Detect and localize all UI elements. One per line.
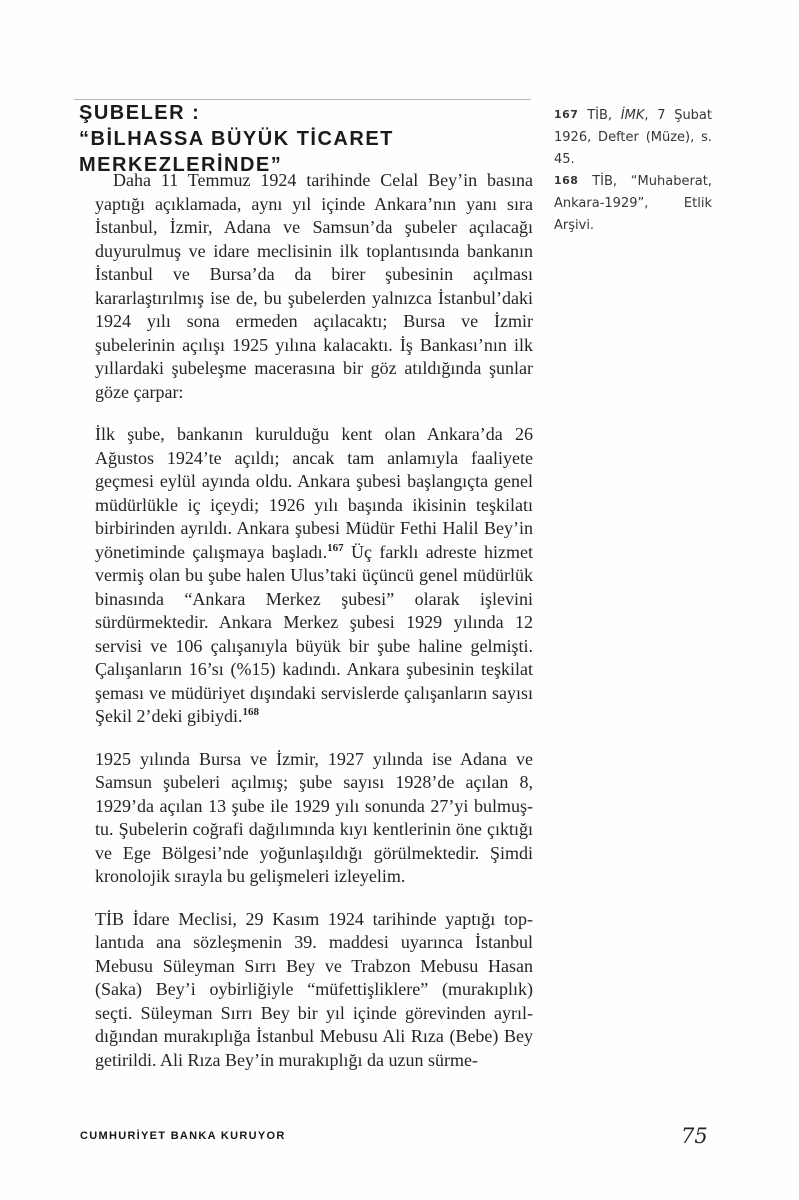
paragraph-text: TİB İdare Meclisi, 29 Kasım 1924 tarihinde yaptığı toplantıda ana sözleşmenin 39. maddesi uyarınca İstanbul Mebusu Süleyman Sırrı Bey ve Trabzon Mebusu Hasan (Saka) Bey’i oybirliğiyle “müfettişliklere” (murakıplık) seçti. Süleyman Sırrı Bey bir yıl içinde görevinden ayrıldığından murakıplığa İstanbul Mebusu Ali Rıza (Bebe) Bey getirildi. Ali Rıza Bey’in murakıplığı da uzun sürme- bbox=[95, 908, 533, 1070]
footnote-168 bbox=[554, 171, 712, 237]
section-heading bbox=[79, 100, 394, 178]
heading-line-1: ŞUBELER : bbox=[79, 102, 201, 124]
footnote-number-168: 168 bbox=[554, 174, 579, 187]
footnote-text: , 7 Şubat 1926, Defter (Müze), s. 45. bbox=[554, 108, 712, 167]
heading-line-2: “BİLHASSA BÜYÜK TİCARET bbox=[79, 128, 394, 150]
body-paragraph-4 bbox=[95, 908, 533, 1073]
running-footer: CUMHURİYET BANKA KURUYOR bbox=[80, 1130, 286, 1142]
margin-footnote-column bbox=[554, 105, 712, 237]
paragraph-text: Üç farklı adreste hizmet vermiş olan bu şube halen Ulus’taki üçüncü genel müdürlük binasında “Ankara Merkez şubesi” olarak işlevini sürdürmektedir. Ankara Merkez şubesi 1929 yılında 12 servisi ve 106 çalışanıyla büyük bir şube haline gelmişti. Çalışanların 16’sı (%15) kadındı. Ankara şubesinin teşkilat şeması ve müdüriyet dışındaki servislerde çalışanların sayısı Şekil 2’deki gibiydi. bbox=[95, 541, 534, 726]
footnote-text: TİB, “Muhaberat, Ankara-1929”, Etlik Arşivi. bbox=[554, 174, 712, 233]
paragraph-text: 1925 yılında Bursa ve İzmir, 1927 yılında ise Adana ve Samsun şubeleri açılmış; şube sayısı 1928’de açılan 8, 1929’da açılan 13 şube ile 1929 yılı sonunda 27’yi bulmuştu. Şubelerin coğrafi dağılımında kıyı kentlerinin öne çıktığı ve Ege Bölgesi’nde yoğunlaşıldığı görülmektedir. Şimdi kronolojik sırayla bu gelişmeleri izleyelim. bbox=[95, 748, 533, 886]
heading-line-3: MERKEZLERİNDE” bbox=[79, 154, 283, 176]
paragraph-text: Daha 11 Temmuz 1924 tarihinde Celal Bey’in basına yaptığı açıklamada, aynı yıl içinde Ankara’nın yanı sıra İstanbul, İzmir, Adana ve Samsun’da şubeler açılacağı duyurulmuş ve idare meclisinin ilk toplantısında bankanın İstanbul ve Bursa’da da birer şubesinin açılması kararlaştırılmış ise de, bu şubelerden yalnızca İstanbul’daki 1924 yılı sona ermeden açılacaktı; Bursa ve İzmir şubelerinin açılışı 1925 yılına kalacaktı. İş Bankası’nın ilk yıllardaki şubeleşme macerasına bir göz atıldığında şunlar göze çarpar: bbox=[95, 170, 533, 402]
footnote-ref-167: 167 bbox=[327, 541, 344, 554]
body-text-column bbox=[95, 169, 533, 1091]
footnote-italic-title: İMK bbox=[620, 108, 645, 123]
footnote-167 bbox=[554, 105, 712, 171]
paragraph-text: İlk şube, bankanın kurulduğu kent olan Ankara’da 26 Ağustos 1924’te açıldı; ancak tam anlamıyla faaliyete geçmesi eylül ayında oldu. Ankara şubesi başlangıçta genel müdürlükle iç içeydi; 1926 yılı başında ikisinin teşkilatı birbirinden ayrıldı. Ankara şubesi Müdür Fethi Halil Bey’in yönetiminde çalışmaya başladı. bbox=[95, 424, 533, 562]
footnote-number-167: 167 bbox=[554, 108, 579, 121]
footnote-ref-168: 168 bbox=[242, 706, 259, 718]
footnote-text: TİB, bbox=[587, 108, 621, 123]
body-paragraph-1 bbox=[95, 169, 533, 404]
page-number: 75 bbox=[681, 1124, 708, 1148]
body-paragraph-3 bbox=[95, 748, 533, 889]
body-paragraph-2 bbox=[95, 423, 533, 729]
